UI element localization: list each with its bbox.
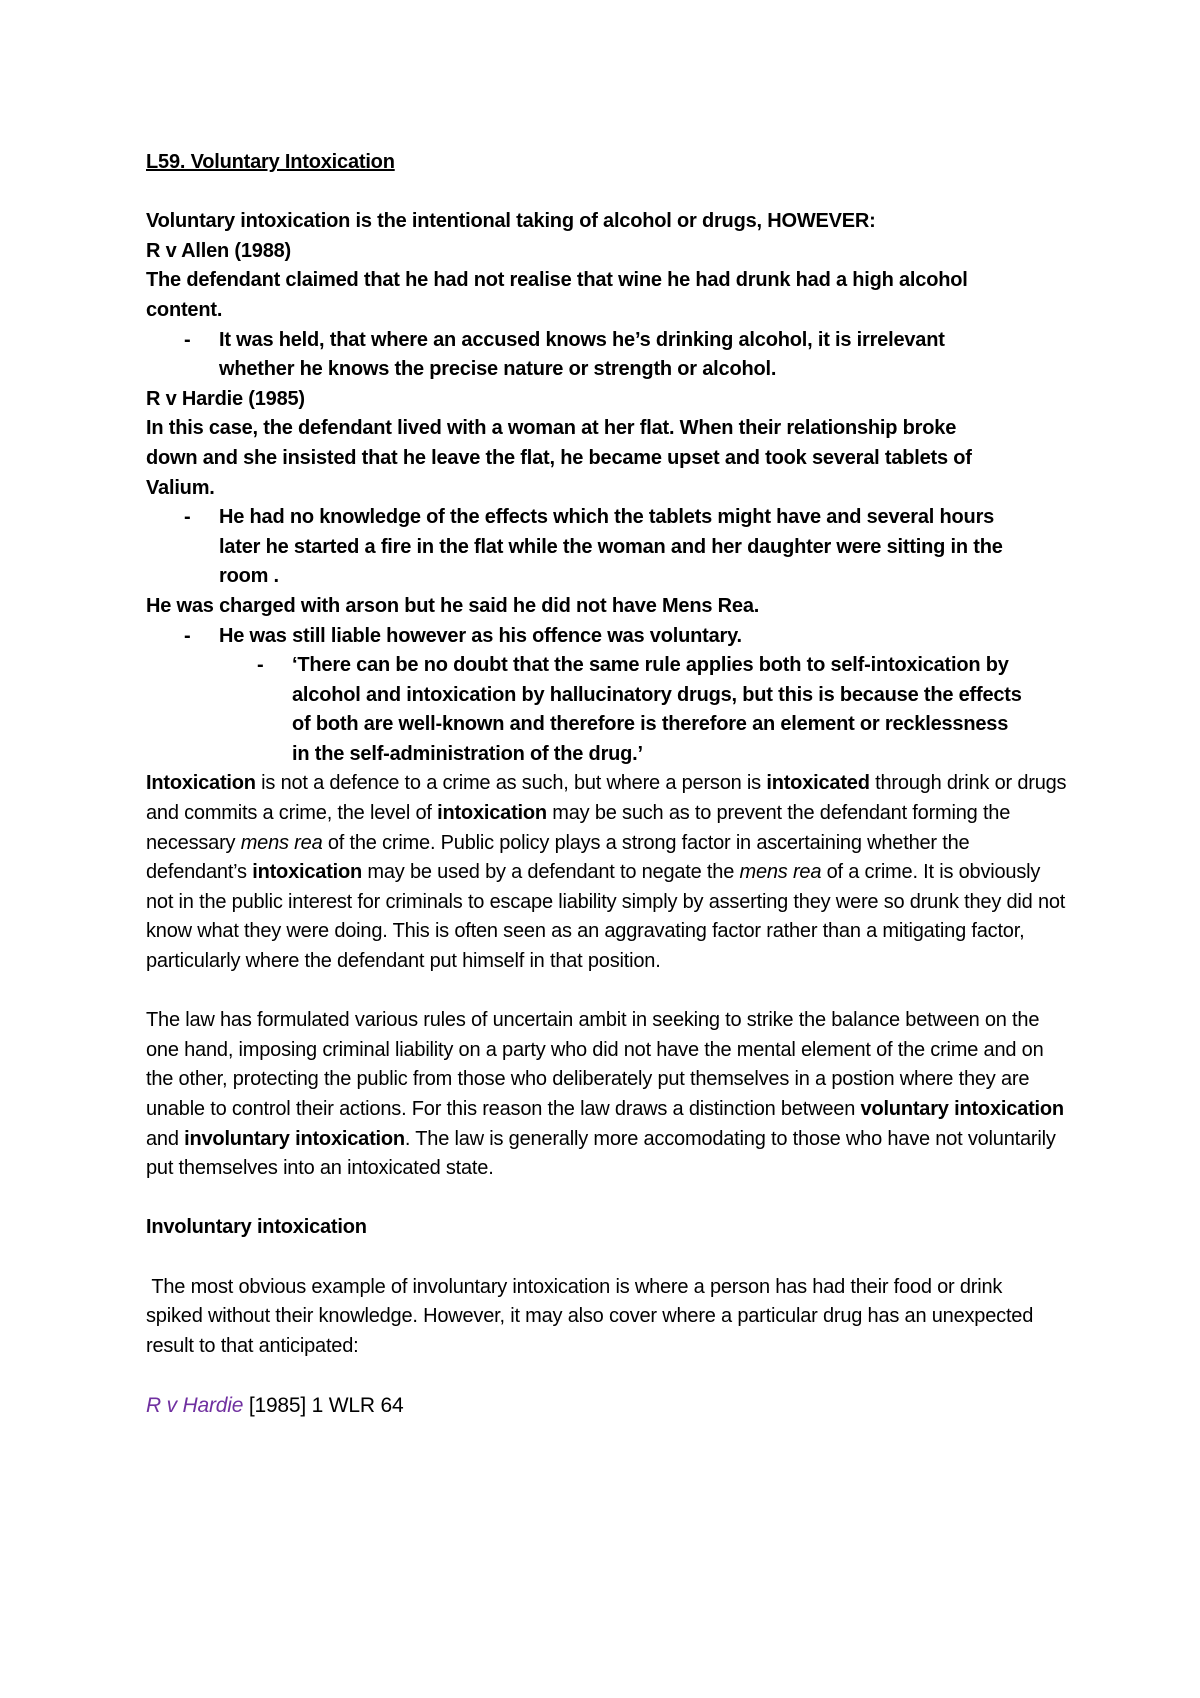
intro-text: Voluntary intoxication is the intentional taking of alcohol or drugs, HOWEVER: [146, 210, 876, 233]
list-item [146, 326, 1066, 385]
paragraph-law-rules [146, 1006, 1071, 1184]
text-run: and [146, 1127, 185, 1150]
text-run: may be such as to prevent the defendant forming the necessary [146, 802, 1011, 854]
paragraph-intoxication [146, 769, 1071, 976]
keyword: voluntary intoxication [860, 1098, 1064, 1120]
keyword: intoxication [252, 861, 363, 884]
spacer [146, 1184, 1066, 1214]
page-title: L59. Voluntary Intoxication [146, 151, 395, 173]
section-heading-involuntary: Involuntary intoxication [146, 1216, 367, 1239]
citation-reference: [1985] 1 WLR 64 [243, 1393, 404, 1417]
case-allen-facts: The defendant claimed that he had not realise that wine he had drunk had a high alcohol content. [146, 269, 968, 321]
spacer [146, 1361, 1066, 1391]
text-run: of a crime. It is obviously not in the public interest for criminals to escape liability simply by asserting they were so drunk they did not know what they were doing. This is often seen as an aggravating factor rather than a mitigating factor, particularly where the defendant put himself in that position. [146, 861, 1066, 973]
case-hardie-title: R v Hardie (1985) [146, 387, 305, 410]
bullet-dash: - [184, 328, 191, 351]
list-item [146, 651, 1066, 769]
spacer [146, 1243, 1066, 1273]
case-hardie-facts: In this case, the defendant lived with a woman at her flat. When their relationship broke down and she insisted that he leave the flat, he became upset and took several tablets of Valium. [146, 417, 972, 499]
list-item [146, 622, 1066, 652]
keyword: intoxicated [766, 772, 870, 795]
italic-term: mens rea [240, 831, 323, 854]
italic-term: mens rea [739, 861, 822, 884]
case-hardie-liable: He was still liable however as his offence was voluntary. [219, 624, 742, 647]
case-link[interactable]: R v Hardie [146, 1393, 244, 1417]
spacer [146, 178, 1066, 208]
paragraph-involuntary: The most obvious example of involuntary intoxication is where a person has had their food or drink spiked without their knowledge. However, it may also cover where a particular drug has an unexpected result to that anticipated: [146, 1275, 1039, 1357]
bullet-dash: - [184, 624, 191, 647]
bullet-dash: - [257, 654, 264, 677]
text-run: The law has formulated various rules of uncertain ambit in seeking to strike the balance between on the one hand, imposing criminal liability on a party who did not have the mental element of the crime and on the other, protecting the public from those who deliberately put themselves in a postion where they are unable to control their actions. For this reason the law draws a distinction between [146, 1009, 1044, 1120]
keyword: involuntary intoxication [184, 1127, 405, 1150]
document-page [146, 148, 1066, 1421]
case-allen-held: It was held, that where an accused knows he’s drinking alcohol, it is irrelevant whether he knows the precise nature or strength or alcohol. [219, 328, 945, 381]
case-hardie-charge: He was charged with arson but he said he did not have Mens Rea. [146, 594, 760, 617]
text-run: is not a defence to a crime as such, but where a person is [255, 772, 767, 795]
case-hardie-quote: ‘There can be no doubt that the same rule applies both to self-intoxication by alcohol and intoxication by hallucinatory drugs, but this is because the effects of both are well-known and therefore is therefore an element or recklessness in the self-administration of the drug.’ [292, 654, 1022, 765]
keyword: intoxication [437, 802, 547, 825]
text-run: through drink or drugs and commits a crime, the level of [146, 772, 1067, 825]
text-run: of the crime. Public policy plays a strong factor in ascertaining whether the defendant’s [146, 831, 970, 884]
text-run: . The law is generally more accomodating to those who have not voluntarily put themselves into an intoxicated state. [146, 1127, 1056, 1180]
citation [146, 1391, 1066, 1421]
case-allen-title: R v Allen (1988) [146, 239, 292, 262]
spacer [146, 977, 1066, 1007]
text-run: may be used by a defendant to negate the [362, 861, 740, 884]
list-item [146, 503, 1066, 592]
bullet-dash: - [184, 506, 191, 529]
keyword: Intoxication [146, 772, 256, 795]
case-hardie-knowledge: He had no knowledge of the effects which the tablets might have and several hours later he started a fire in the flat while the woman and her daughter were sitting in the room . [219, 506, 1003, 588]
